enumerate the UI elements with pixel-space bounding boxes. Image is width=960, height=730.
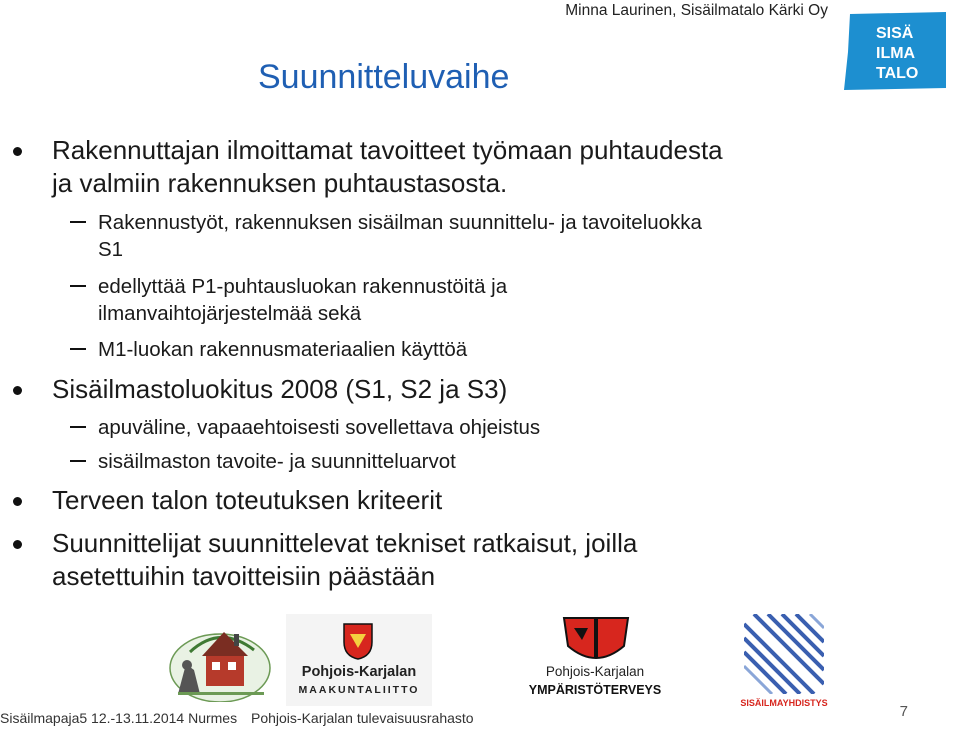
sub-2-line-2: ilmanvaihtojärjestelmää sekä — [98, 302, 362, 325]
sub-4-line-1: apuväline, vapaaehtoisesti sovellettava ohjeistus — [98, 416, 541, 439]
sub-3-line-1: M1-luokan rakennusmateriaalien käyttöä — [98, 338, 468, 361]
page-number: 7 — [899, 703, 908, 720]
house-wolf-logo — [168, 610, 272, 702]
dash-marker — [70, 460, 86, 462]
arms-icon — [560, 616, 632, 660]
sub-1-line-2: S1 — [98, 238, 124, 261]
pky-logo-line-2: YMPÄRISTÖTERVEYS — [528, 683, 662, 697]
sisailmatalo-logo — [842, 12, 946, 90]
slide-title: Suunnitteluvaihe — [258, 58, 510, 96]
sub-5-line-1: sisäilmaston tavoite- ja suunnitteluarvot — [98, 450, 456, 473]
bullet-3-line-1: Terveen talon toteutuksen kriteerit — [52, 485, 443, 515]
bullet-marker — [13, 497, 22, 506]
sisailmayhdistys-label: SISÄILMAYHDISTYS — [740, 698, 828, 708]
logo-line-1: SISÄ — [876, 25, 914, 42]
pk-logo-line-2: MAAKUNTALIITTO — [298, 684, 420, 696]
bullet-4-line-1: Suunnittelijat suunnittelevat tekniset ratkaisut, joilla — [52, 528, 638, 558]
pk-logo-line-1: Pohjois-Karjalan — [301, 664, 417, 680]
diagonal-stripes-icon — [744, 614, 824, 694]
bullet-1-line-2: ja valmiin rakennuksen puhtaustasosta. — [52, 168, 508, 198]
dash-marker — [70, 426, 86, 428]
bullet-2-line-1: Sisäilmastoluokitus 2008 (S1, S2 ja S3) — [52, 374, 508, 404]
bullet-marker — [13, 386, 22, 395]
pk-maakuntaliitto-logo — [286, 614, 432, 706]
sub-2-line-1: edellyttää P1-puhtausluokan rakennustöitä ja — [98, 275, 508, 298]
sisailmayhdistys-logo — [738, 614, 830, 710]
dash-marker — [70, 285, 86, 287]
logo-strip — [0, 610, 960, 710]
logo-line-3: TALO — [876, 65, 919, 82]
bullet-4-line-2: asetettuihin tavoitteisiin päästään — [52, 561, 436, 591]
sub-1-line-1: Rakennustyöt, rakennuksen sisäilman suunnittelu- ja tavoiteluokka — [98, 211, 702, 234]
bullet-1-line-1: Rakennuttajan ilmoittamat tavoitteet työmaan puhtaudesta — [52, 135, 723, 165]
footer — [0, 710, 484, 726]
dash-marker — [70, 348, 86, 350]
pky-logo-line-1: Pohjois-Karjalan — [545, 664, 645, 679]
footer-fund: Pohjois-Karjalan tulevaisuusrahasto — [251, 710, 474, 726]
bullet-marker — [13, 147, 22, 156]
footer-event: Sisäilmapaja5 12.-13.11.2014 Nurmes — [0, 710, 238, 726]
dash-marker — [70, 221, 86, 223]
logo-line-2: ILMA — [876, 45, 916, 62]
bullet-marker — [13, 540, 22, 549]
pk-ymparisto-logo — [522, 616, 668, 706]
coat-of-arms-icon — [342, 622, 374, 660]
author-line: Minna Laurinen, Sisäilmatalo Kärki Oy — [565, 2, 828, 19]
